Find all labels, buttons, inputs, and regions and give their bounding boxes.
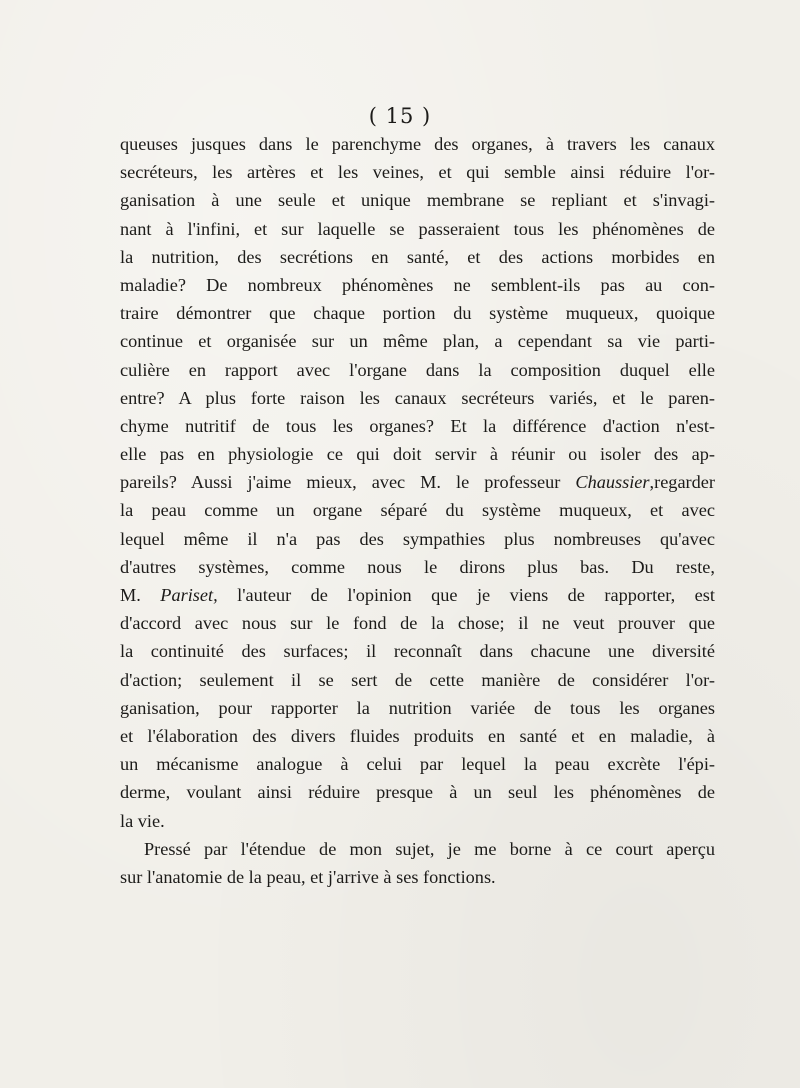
text-segment: M.	[120, 585, 161, 605]
text-segment: l'auteur de l'opinion que je viens de rapporter, est	[217, 585, 715, 605]
author-name-chaussier: Chaussier	[575, 472, 650, 493]
text-line: sur l'anatomie de la peau, et j'arrive à ses fonctions.	[120, 866, 496, 887]
text-line: continue et organisée sur un même plan, a cependant sa vie parti-	[120, 331, 715, 352]
text-line: ganisation à une seule et unique membrane se repliant et s'invagi-	[120, 190, 715, 211]
text-line: d'autres systèmes, comme nous le dirons plus bas. Du reste,	[120, 556, 715, 577]
body-text	[120, 130, 715, 891]
text-line: la nutrition, des secrétions en santé, et des actions morbides en	[120, 246, 715, 267]
text-line: secréteurs, les artères et les veines, et qui semble ainsi réduire l'or-	[120, 162, 715, 183]
text-line: ganisation, pour rapporter la nutrition variée de tous les organes	[120, 697, 715, 718]
text-line: la continuité des surfaces; il reconnaît dans chacune une diversité	[120, 641, 715, 662]
text-line: elle pas en physiologie ce qui doit servir à réunir ou isoler des ap-	[120, 444, 715, 465]
text-line: chyme nutritif de tous les organes? Et la différence d'action n'est-	[120, 415, 715, 436]
text-line: la vie.	[120, 810, 165, 831]
text-line	[120, 468, 715, 496]
text-segment: pareils? Aussi j'aime mieux, avec M. le professeur	[120, 472, 576, 493]
text-line: derme, voulant ainsi réduire presque à un seul les phénomènes de	[120, 782, 715, 803]
author-name-pariset: Pariset,	[160, 585, 218, 605]
text-line: entre? A plus forte raison les canaux secréteurs variés, et le paren-	[120, 387, 715, 408]
text-line: un mécanisme analogue à celui par lequel la peau excrète l'épi-	[120, 754, 715, 775]
text-line: lequel même il n'a pas des sympathies plus nombreuses qu'avec	[120, 528, 715, 549]
text-line: et l'élaboration des divers fluides produits en santé et en maladie, à	[120, 725, 715, 746]
text-line: queuses jusques dans le parenchyme des organes, à travers les canaux	[120, 134, 715, 154]
text-line	[120, 581, 715, 609]
text-line: la peau comme un organe séparé du système muqueux, et avec	[120, 500, 715, 521]
text-segment: ,regarder	[649, 472, 715, 493]
text-line: nant à l'infini, et sur laquelle se passeraient tous les phénomènes de	[120, 218, 715, 239]
text-line: Pressé par l'étendue de mon sujet, je me borne à ce court aperçu	[144, 838, 715, 859]
text-line: maladie? De nombreux phénomènes ne semblent-ils pas au con-	[120, 274, 715, 295]
text-line: traire démontrer que chaque portion du système muqueux, quoique	[120, 303, 715, 324]
text-line: culière en rapport avec l'organe dans la composition duquel elle	[120, 359, 715, 380]
text-line: d'accord avec nous sur le fond de la chose; il ne veut prouver que	[120, 613, 715, 634]
text-line: d'action; seulement il se sert de cette manière de considérer l'or-	[120, 669, 715, 690]
page-number: ( 15 )	[368, 104, 432, 128]
